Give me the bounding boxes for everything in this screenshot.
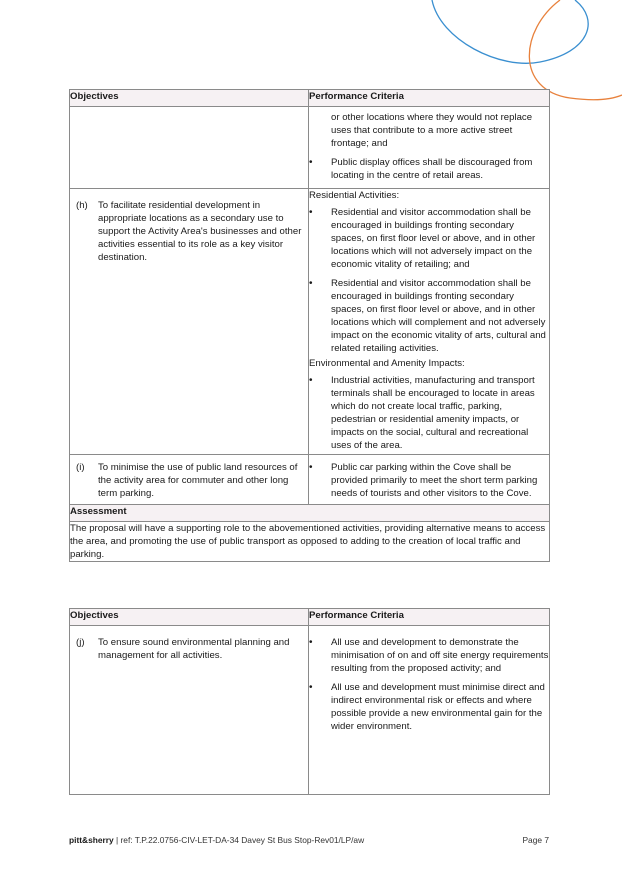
bullet-item: • All use and development must minimise direct and indirect environmental risk or effects and where possible provide a new environmental gain for the wider environment. [309,682,545,732]
page-number: Page 7 [522,835,549,845]
performance-criteria-header: Performance Criteria [309,609,550,626]
objective-cell-empty [70,107,309,189]
document-ref: | ref: T.P.22.0756-CIV-LET-DA-34 Davey St Bus Stop-Rev01/LP/aw [113,835,365,845]
page-footer [69,834,549,847]
footer-reference [69,834,364,847]
table-row [70,455,550,505]
objective-cell [70,189,309,455]
performance-cell [309,626,550,795]
objective-text: To ensure sound environmental planning and management for all activities. [98,637,290,661]
assessment-text: The proposal will have a supporting role to the abovementioned activities, providing alternative means to access the area, and promoting the use of public transport as opposed to adding to the creation of local traffic and parking. [70,522,550,562]
bullet-icon: • [309,682,313,693]
objectives-header: Objectives [70,609,309,626]
bullet-icon: • [309,462,313,473]
bullet-icon: • [309,637,313,648]
section-heading: Residential Activities: [309,190,400,201]
objective-text: To minimise the use of public land resources of the activity area for commuter and other long term parking. [98,462,298,499]
bullet-item: • All use and development to demonstrate the minimisation of on and off site energy requirements resulting from the proposed activity; and [309,637,549,674]
bullet-item: • Residential and visitor accommodation shall be encouraged in buildings fronting secondary spaces, on first floor level or above, and in other locations which will complement and not adversely impact on the economic vitality of arts, cultural and related retailing activities. [309,278,546,354]
bullet-icon: • [309,207,313,218]
bullet-icon: • [309,278,313,289]
bullet-icon: • [309,375,313,386]
table-row [70,189,550,455]
criteria-table-2 [69,608,550,795]
orange-swirl-line [529,0,622,100]
performance-cell [309,107,550,189]
objective-label: (j) [76,637,85,648]
objectives-header: Objectives [70,90,309,107]
table-row [70,626,550,795]
bullet-item: • Industrial activities, manufacturing and transport terminals shall be encouraged to locate in areas which do not create local traffic, parking, pedestrian or residential amenity impacts, or impacts on the social, cultural and recreational uses of the area. [309,375,535,451]
objective-cell [70,626,309,795]
objective-text: To facilitate residential development in appropriate locations as a secondary use to support the Activity Area's businesses and other activities essential to its role as a key visitor destination. [98,200,302,263]
criteria-table-1 [69,89,550,562]
bullet-item: • Public display offices shall be discouraged from locating in the centre of retail areas. [309,157,533,181]
section-heading: Environmental and Amenity Impacts: [309,358,465,369]
objective-label: (h) [76,200,88,211]
bullet-item: • Residential and visitor accommodation shall be encouraged in buildings fronting secondary spaces, on first floor level or above, and in other locations which will not adversely impact on the economic vitality of retailing; and [309,207,536,270]
assessment-header: Assessment [70,505,550,522]
objective-label: (i) [76,462,85,473]
performance-cell [309,189,550,455]
bullet-item: • Public car parking within the Cove shall be provided primarily to meet the short term parking needs of tourists and other visitors to the Cove. [309,462,538,499]
bullet-icon: • [309,157,313,168]
objective-cell [70,455,309,505]
brand-name: pitt&sherry [69,835,114,845]
bullet-continued: or other locations where they would not replace uses that contribute to a more active street frontage; and [331,112,533,149]
table-row [70,107,550,189]
performance-cell [309,455,550,505]
performance-criteria-header: Performance Criteria [309,90,550,107]
blue-swirl-line [432,0,588,63]
